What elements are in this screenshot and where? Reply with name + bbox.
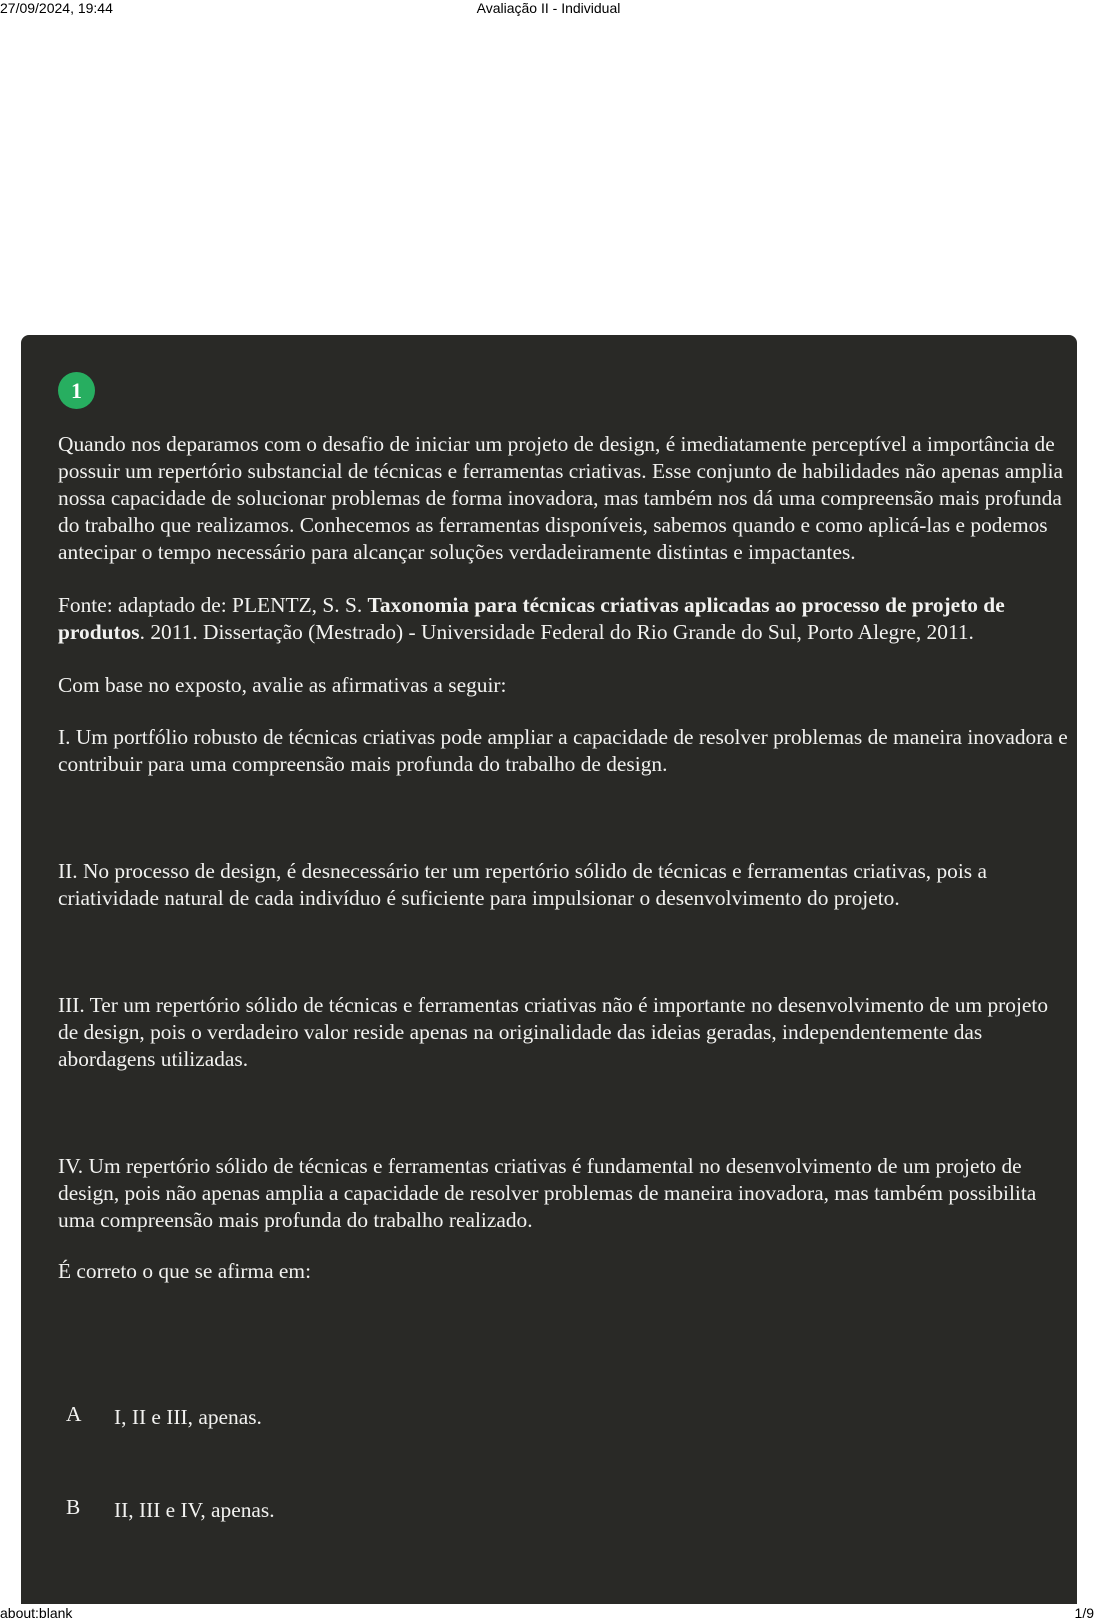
question-source [58,592,1068,646]
question-intro: Quando nos deparamos com o desafio de iniciar um projeto de design, é imediatamente perceptível a importância de possuir um repertório substancial de técnicas e ferramentas criativas. Esse conjunto de habilidades não apenas amplia nossa capacidade de solucionar problemas de forma inovadora, mas também nos dá uma compreensão mais profunda do trabalho que realizamos. Conhecemos as ferramentas disponíveis, sabemos quando e como aplicá-las e podemos antecipar o tempo necessário para alcançar soluções verdadeiramente distintas e impactantes. [58,432,1064,564]
question-number-badge: 1 [58,372,95,409]
source-title: Taxonomia para técnicas criativas aplicadas ao processo de projeto de produtos [58,593,1005,644]
answer-option-b[interactable] [58,1497,1058,1527]
option-text: II, III e IV, apenas. [114,1498,275,1522]
statement-3: III. Ter um repertório sólido de técnicas e ferramentas criativas não é importante no desenvolvimento de um projeto de design, pois o verdadeiro valor reside apenas na originalidade das ideias geradas, independentemente das abordagens utilizadas. [58,993,1049,1071]
option-letter: B [66,1495,81,1519]
answer-option-a[interactable] [58,1404,1058,1434]
print-page-title: Avaliação II - Individual [476,0,621,16]
question-card [21,335,1077,1604]
print-datetime: 27/09/2024, 19:44 [0,0,113,16]
option-text: I, II e III, apenas. [114,1405,262,1429]
statement-4: IV. Um repertório sólido de técnicas e ferramentas criativas é fundamental no desenvolvimento de um projeto de design, pois não apenas amplia a capacidade de resolver problemas de maneira inovadora, mas também possibilita uma compreensão mais profunda do trabalho realizado. [58,1154,1037,1232]
source-prefix: Fonte: adaptado de: PLENTZ, S. S. [58,593,368,617]
statement-2: II. No processo de design, é desnecessário ter um repertório sólido de técnicas e ferramentas criativas, pois a criatividade natural de cada indivíduo é suficiente para impulsionar o desenvolvimento do projeto. [58,859,987,910]
question-body [58,431,1068,1285]
source-suffix: . 2011. Dissertação (Mestrado) - Universidade Federal do Rio Grande do Sul, Porto Alegre, 2011. [139,620,974,644]
print-url: about:blank [0,1605,73,1621]
question-prompt: Com base no exposto, avalie as afirmativas a seguir: [58,673,507,697]
question-text: É correto o que se afirma em: [58,1259,312,1283]
statement-1: I. Um portfólio robusto de técnicas criativas pode ampliar a capacidade de resolver problemas de maneira inovadora e contribuir para uma compreensão mais profunda do trabalho de design. [58,725,1068,776]
print-page-number: 1/9 [1074,1605,1094,1621]
option-letter: A [66,1402,82,1426]
